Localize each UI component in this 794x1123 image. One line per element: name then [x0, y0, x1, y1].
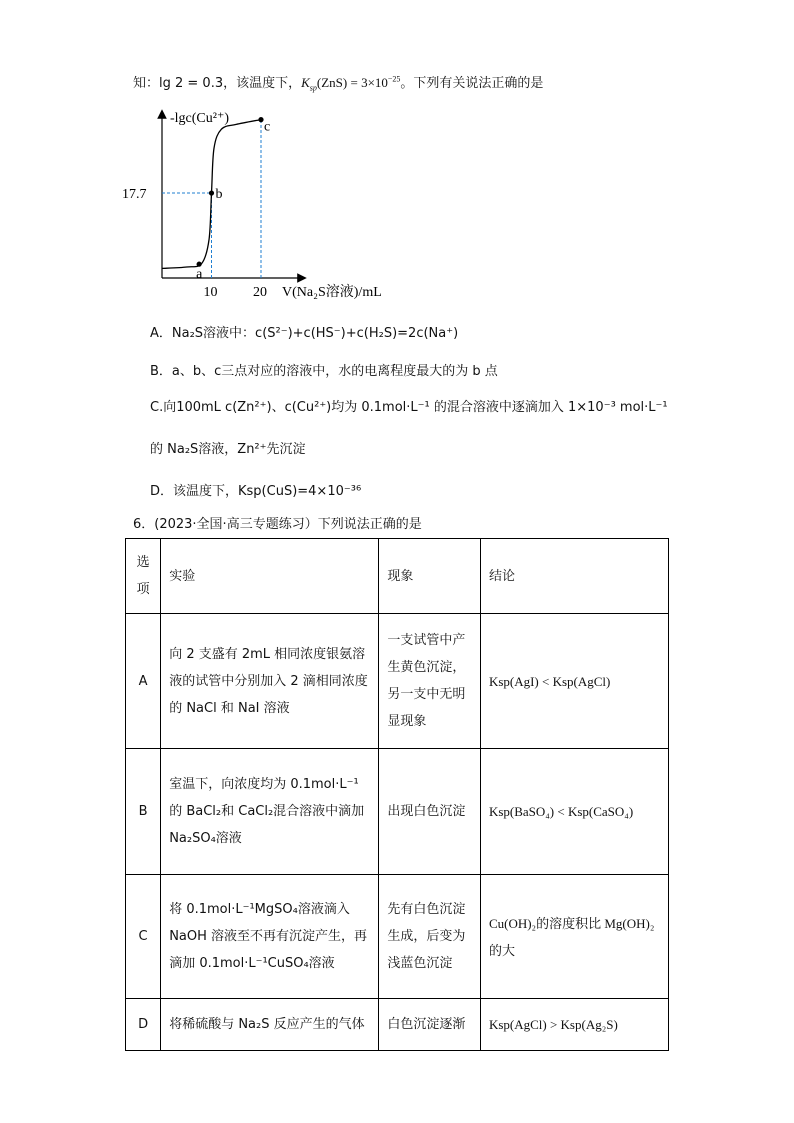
row-experiment: 将稀硫酸与 Na₂S 反应产生的气体 — [161, 999, 379, 1051]
x-tick-label: 10 — [203, 285, 218, 300]
question-6: 6．(2023·全国·高三专题练习）下列说法正确的是 — [133, 517, 422, 532]
table-row — [126, 614, 669, 749]
row-phenomenon: 出现白色沉淀 — [379, 749, 481, 875]
experiment-table — [125, 538, 669, 1051]
row-option: C — [126, 875, 161, 999]
row-conclusion: Ksp(AgCl) > Ksp(Ag₂S) — [480, 999, 668, 1051]
option-c-line2: 的 Na₂S溶液，Zn²⁺先沉淀 — [150, 442, 306, 457]
header-option: 选项 — [126, 539, 161, 614]
row-conclusion: Cu(OH)₂的溶度积比 Mg(OH)₂的大 — [480, 875, 668, 999]
point-label: c — [264, 119, 271, 135]
row-experiment: 向 2 支盛有 2mL 相同浓度银氨溶液的试管中分别加入 2 滴相同浓度的 NaCl 和 NaI 溶液 — [161, 614, 379, 749]
intro-text: 知：lg 2 = 0.3，该温度下，$K_{sp}(ZnS) = 3\times 10^{-25}$。下列有关说法正确的是 — [133, 74, 544, 93]
row-conclusion: Ksp(AgI) < Ksp(AgCl) — [480, 614, 668, 749]
y-tick-label: 17.7 — [122, 187, 147, 203]
row-option: D — [126, 999, 161, 1051]
titration-chart — [120, 106, 420, 306]
row-experiment: 将 0.1mol·L⁻¹MgSO₄溶液滴入 NaOH 溶液至不再有沉淀产生，再滴加 0.1mol·L⁻¹CuSO₄溶液 — [161, 875, 379, 999]
row-option: A — [126, 614, 161, 749]
row-phenomenon: 先有白色沉淀生成，后变为浅蓝色沉淀 — [379, 875, 481, 999]
table-header — [126, 539, 669, 614]
x-tick-label: 20 — [253, 285, 267, 300]
header-conclusion: 结论 — [480, 539, 668, 614]
option-b: B．a、b、c三点对应的溶液中，水的电离程度最大的为 b 点 — [150, 364, 498, 379]
table-row — [126, 875, 669, 999]
table-row — [126, 749, 669, 875]
row-option: B — [126, 749, 161, 875]
option-a: A．Na₂S溶液中：c(S²⁻)+c(HS⁻)+c(H₂S)=2c(Na⁺) — [150, 326, 459, 341]
header-experiment: 实验 — [161, 539, 379, 614]
x-axis-label: V(Na₂S溶液)/mL — [282, 285, 382, 300]
option-c-line1: C.向100mL c(Zn²⁺)、c(Cu²⁺)均为 0.1mol·L⁻¹ 的混合溶液中逐滴加入 1×10⁻³ mol·L⁻¹ — [150, 400, 668, 415]
row-phenomenon: 白色沉淀逐渐 — [379, 999, 481, 1051]
point-label: b — [215, 187, 223, 203]
row-phenomenon: 一支试管中产生黄色沉淀，另一支中无明显现象 — [379, 614, 481, 749]
option-d: D．该温度下，Ksp(CuS)=4×10⁻³⁶ — [150, 484, 362, 499]
point-b — [209, 190, 214, 195]
point-a — [197, 262, 202, 267]
row-experiment: 室温下，向浓度均为 0.1mol·L⁻¹的 BaCl₂和 CaCl₂混合溶液中滴加 Na₂SO₄溶液 — [161, 749, 379, 875]
table-row — [126, 999, 669, 1051]
header-phenomenon: 现象 — [379, 539, 481, 614]
point-label: a — [196, 267, 203, 283]
point-c — [258, 117, 263, 122]
y-axis-label: -lgc(Cu²⁺) — [170, 111, 230, 126]
row-conclusion: Ksp(BaSO₄) < Ksp(CaSO₄) — [480, 749, 668, 875]
